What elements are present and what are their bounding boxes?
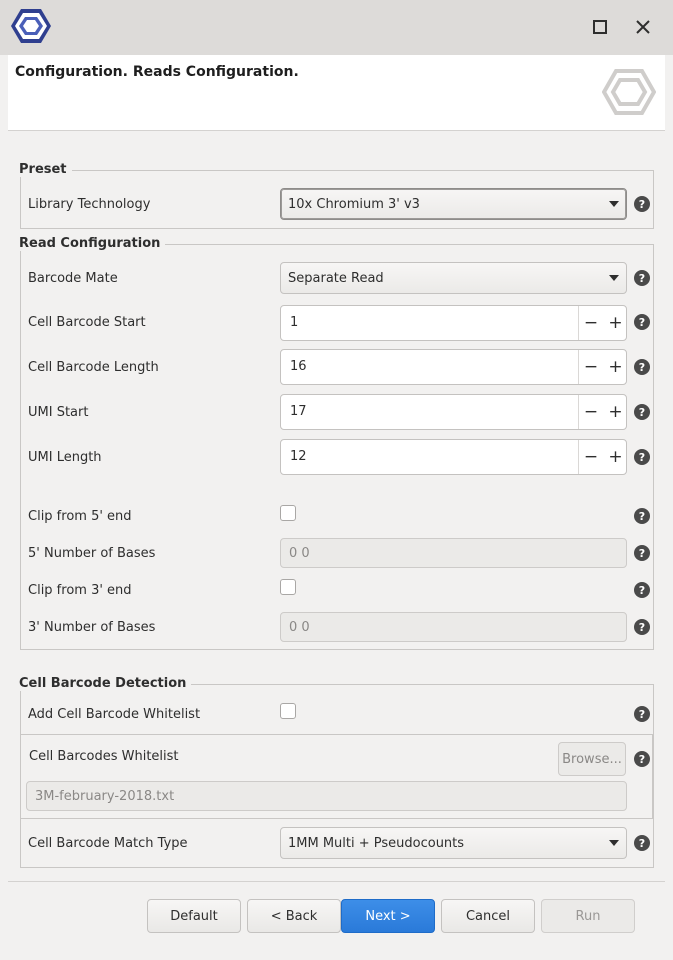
barcode-mate-select[interactable] <box>280 262 627 294</box>
barcode-mate-value: Separate Read <box>288 270 384 286</box>
clip-3-help-icon[interactable]: ? <box>634 582 650 598</box>
library-technology-value: 10x Chromium 3' v3 <box>288 196 420 212</box>
chevron-down-icon <box>609 840 619 846</box>
umi-length-label: UMI Length <box>28 450 102 465</box>
bases-5-label: 5' Number of Bases <box>28 546 156 561</box>
hexagon-outline-logo-icon <box>602 68 656 116</box>
add-whitelist-checkbox[interactable] <box>280 703 296 719</box>
cell-barcode-start-help-icon[interactable]: ? <box>634 314 650 330</box>
increment-button[interactable]: + <box>608 402 623 422</box>
cell-barcode-length-help-icon[interactable]: ? <box>634 359 650 375</box>
next-button[interactable]: Next > <box>341 899 435 933</box>
chevron-down-icon <box>609 201 619 207</box>
barcode-mate-label: Barcode Mate <box>28 271 118 286</box>
read-configuration-group-title: Read Configuration <box>19 236 165 251</box>
clip-3-checkbox[interactable] <box>280 579 296 595</box>
match-type-help-icon[interactable]: ? <box>634 835 650 851</box>
umi-start-label: UMI Start <box>28 405 89 420</box>
increment-button[interactable]: + <box>608 357 623 377</box>
chevron-down-icon <box>609 275 619 281</box>
decrement-button[interactable]: − <box>578 350 603 384</box>
bases-3-help-icon[interactable]: ? <box>634 619 650 635</box>
match-type-label: Cell Barcode Match Type <box>28 836 188 851</box>
library-technology-label: Library Technology <box>28 197 151 212</box>
cell-barcode-detection-group-title: Cell Barcode Detection <box>19 676 191 691</box>
clip-3-label: Clip from 3' end <box>28 583 132 598</box>
add-whitelist-label: Add Cell Barcode Whitelist <box>28 707 201 722</box>
back-button[interactable]: < Back <box>247 899 341 933</box>
footer-separator <box>8 881 665 882</box>
preset-group-title: Preset <box>19 162 72 177</box>
whitelist-label: Cell Barcodes Whitelist <box>29 749 179 764</box>
bases-5-help-icon[interactable]: ? <box>634 545 650 561</box>
library-technology-help-icon[interactable]: ? <box>634 196 650 212</box>
bases-5-field: 0 0 <box>280 538 627 568</box>
whitelist-path-field: 3M-february-2018.txt <box>26 781 627 811</box>
clip-5-checkbox[interactable] <box>280 505 296 521</box>
hexagon-logo-icon <box>10 6 52 46</box>
umi-length-help-icon[interactable]: ? <box>634 449 650 465</box>
title-bar <box>0 0 673 55</box>
cell-barcode-length-value[interactable]: 16 <box>290 359 307 374</box>
cancel-button[interactable]: Cancel <box>441 899 535 933</box>
umi-length-value[interactable]: 12 <box>290 449 307 464</box>
cell-barcode-start-label: Cell Barcode Start <box>28 315 146 330</box>
page-title: Configuration. Reads Configuration. <box>15 64 299 80</box>
default-button[interactable]: Default <box>147 899 241 933</box>
umi-start-stepper[interactable] <box>280 394 627 430</box>
decrement-button[interactable]: − <box>578 395 603 429</box>
decrement-button[interactable]: − <box>578 306 603 340</box>
increment-button[interactable]: + <box>608 447 623 467</box>
umi-length-stepper[interactable] <box>280 439 627 475</box>
umi-start-value[interactable]: 17 <box>290 404 307 419</box>
cell-barcode-start-stepper[interactable] <box>280 305 627 341</box>
close-icon[interactable] <box>630 14 656 40</box>
bases-3-field: 0 0 <box>280 612 627 642</box>
run-button: Run <box>541 899 635 933</box>
cell-barcode-length-stepper[interactable] <box>280 349 627 385</box>
increment-button[interactable]: + <box>608 313 623 333</box>
match-type-value: 1MM Multi + Pseudocounts <box>288 835 465 851</box>
maximize-icon[interactable] <box>587 14 613 40</box>
add-whitelist-help-icon[interactable]: ? <box>634 706 650 722</box>
umi-start-help-icon[interactable]: ? <box>634 404 650 420</box>
browse-button[interactable]: Browse... <box>558 742 626 776</box>
cell-barcode-start-value[interactable]: 1 <box>290 315 299 330</box>
clip-5-label: Clip from 5' end <box>28 509 132 524</box>
library-technology-select[interactable] <box>280 188 627 220</box>
bases-3-label: 3' Number of Bases <box>28 620 156 635</box>
decrement-button[interactable]: − <box>578 440 603 474</box>
match-type-select[interactable] <box>280 827 627 859</box>
cell-barcode-length-label: Cell Barcode Length <box>28 360 159 375</box>
whitelist-help-icon[interactable]: ? <box>634 751 650 767</box>
barcode-mate-help-icon[interactable]: ? <box>634 270 650 286</box>
clip-5-help-icon[interactable]: ? <box>634 508 650 524</box>
